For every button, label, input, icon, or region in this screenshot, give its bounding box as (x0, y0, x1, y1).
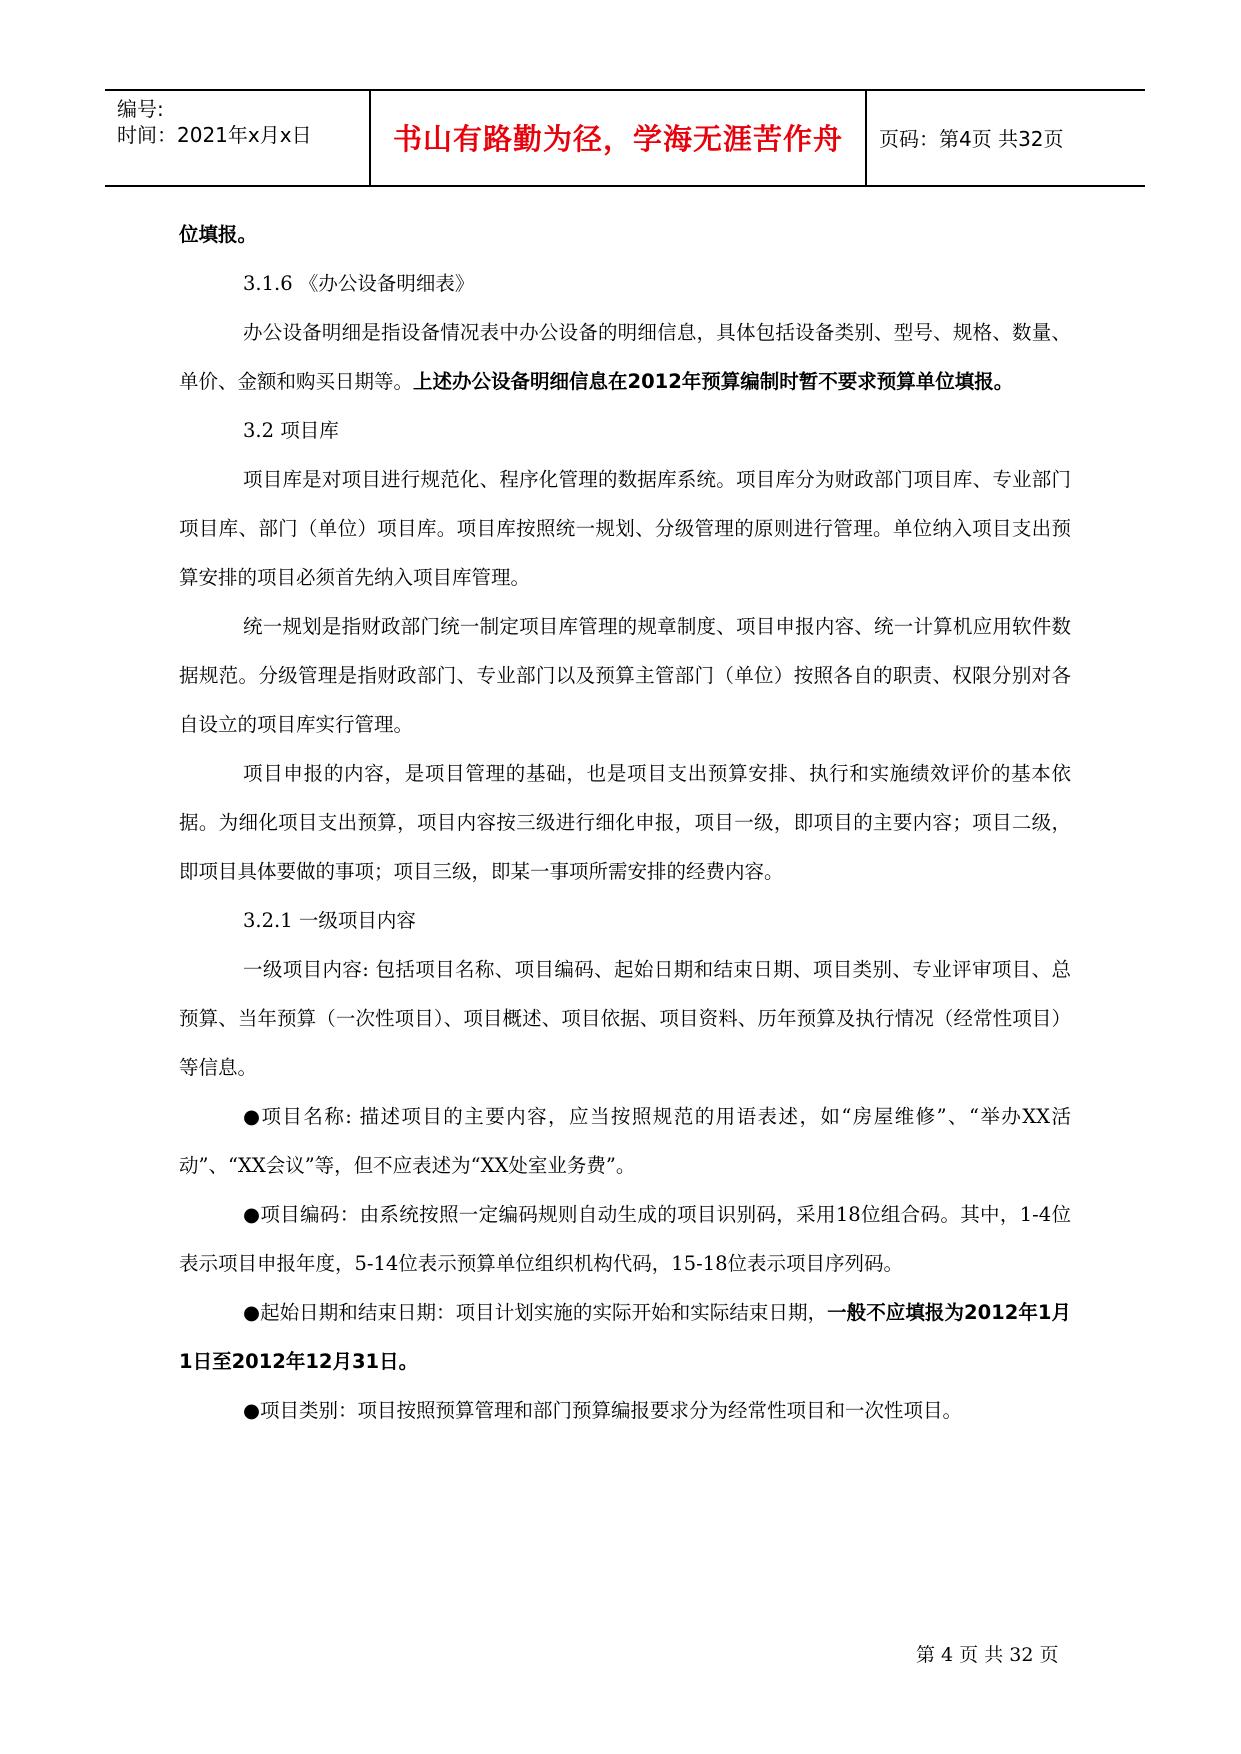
page-header (105, 89, 1145, 187)
page-footer: 第 4 页 共 32 页 (916, 1644, 1059, 1666)
paragraph-office-equipment (179, 308, 1071, 406)
paragraph-bold-text: 上述办公设备明细信息在2012年预算编制时暂不要求预算单位填报。 (413, 370, 1014, 393)
bullet-start-end-date (179, 1288, 1071, 1386)
bullet-project-code: ●项目编码：由系统按照一定编码规则自动生成的项目识别码，采用18位组合码。其中，1-4位表示项目申报年度，5-14位表示预算单位组织机构代码，15-18位表示项目序列码。 (179, 1203, 1071, 1275)
paragraph-text: 办公设备明细是指设备情况表中办公设备的明细信息，具体包括设备类别、型号、规格、数量、单价、金额和购买日期等。 (179, 321, 1071, 393)
paragraph-text: ●起始日期和结束日期：项目计划实施的实际开始和实际结束日期， (243, 1301, 828, 1324)
section-heading-3-2-1: 3.2.1 一级项目内容 (243, 909, 416, 932)
document-time-label: 时间：2021年x月x日 (117, 123, 312, 147)
paragraph-continuation: 位填报。 (179, 223, 258, 246)
paragraph-project-declaration: 项目申报的内容，是项目管理的基础，也是项目支出预算安排、执行和实施绩效评价的基本依据。为细化项目支出预算，项目内容按三级进行细化申报，项目一级，即项目的主要内容；项目二级，即项目具体要做的事项；项目三级，即某一事项所需安排的经费内容。 (179, 762, 1071, 883)
paragraph-unified-planning: 统一规划是指财政部门统一制定项目库管理的规章制度、项目申报内容、统一计算机应用软件数据规范。分级管理是指财政部门、专业部门以及预算主管部门（单位）按照各自的职责、权限分别对各自设立的项目库实行管理。 (179, 615, 1071, 736)
paragraph-bold-text: 一般不应填报为2012年1月1日至2012年12月31日。 (179, 1301, 1072, 1373)
header-page-number: 页码：第4页 共32页 (879, 127, 1064, 151)
section-heading-3-1-6: 3.1.6 《办公设备明细表》 (243, 272, 475, 295)
bullet-project-name: ●项目名称: 描述项目的主要内容，应当按照规范的用语表述，如“房屋维修”、“举办XX活动”、“XX会议”等，但不应表述为“XX处室业务费”。 (179, 1105, 1071, 1177)
section-heading-3-2: 3.2 项目库 (243, 419, 339, 442)
header-page-cell (867, 91, 1145, 185)
header-info-cell (105, 91, 371, 185)
bullet-project-category: ●项目类别：项目按照预算管理和部门预算编报要求分为经常性项目和一次性项目。 (243, 1399, 963, 1422)
document-body (179, 210, 1071, 1435)
paragraph-level-one-content: 一级项目内容: 包括项目名称、项目编码、起始日期和结束日期、项目类别、专业评审项目、总预算、当年预算（一次性项目）、项目概述、项目依据、项目资料、历年预算及执行情况（经常性项目）等信息。 (179, 958, 1071, 1079)
document-number-label: 编号: (117, 97, 164, 121)
header-motto-cell (371, 91, 867, 185)
header-motto: 书山有路勤为径，学海无涯苦作舟 (392, 122, 843, 156)
paragraph-project-library: 项目库是对项目进行规范化、程序化管理的数据库系统。项目库分为财政部门项目库、专业部门项目库、部门（单位）项目库。项目库按照统一规划、分级管理的原则进行管理。单位纳入项目支出预算安排的项目必须首先纳入项目库管理。 (179, 468, 1071, 589)
